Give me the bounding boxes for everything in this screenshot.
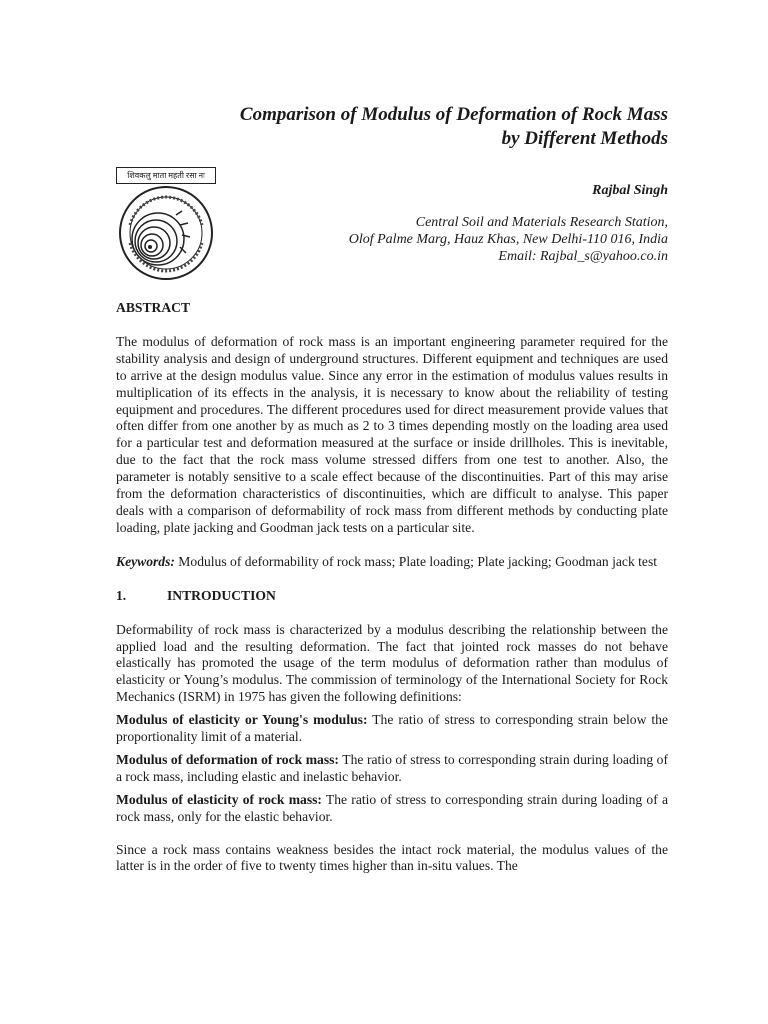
definition-term: Modulus of elasticity of rock mass: bbox=[116, 791, 322, 807]
author-email: Email: Rajbal_s@yahoo.co.in bbox=[498, 249, 668, 264]
keywords bbox=[116, 554, 668, 571]
intro-paragraph-2: Since a rock mass contains weakness besides the intact rock material, the modulus values of the latter is in the order of five to twenty times higher than in-situ values. The bbox=[116, 841, 668, 874]
author-affiliation bbox=[268, 214, 668, 265]
section-number: 1. bbox=[116, 587, 127, 603]
title-line-1: Comparison of Modulus of Deformation of Rock Mass bbox=[239, 104, 668, 125]
definition-term: Modulus of elasticity or Young's modulus: bbox=[116, 712, 368, 728]
definition-youngs-modulus bbox=[116, 712, 668, 746]
section-title: INTRODUCTION bbox=[167, 587, 276, 603]
logo-motto: शिवकलु माता महती रसा नः bbox=[116, 167, 216, 184]
definition-term: Modulus of deformation of rock mass: bbox=[116, 751, 339, 767]
keywords-label: Keywords: bbox=[116, 553, 175, 569]
definition-text: The ratio of stress to corresponding strain below the proportionality limit of a material. bbox=[116, 712, 668, 745]
institution-logo bbox=[116, 167, 220, 283]
title-line-2: by Different Methods bbox=[501, 128, 668, 149]
abstract-text: The modulus of deformation of rock mass is an important engineering parameter required for the stability analysis and design of underground structures. Different equipment and techniques are used to arrive at the design modulus value. Since any error in the estimation of modulus values results in multiplication of its effects in the analysis, it is necessary to know about the reliability of testing equipment and procedures. The different procedures used for direct measurement provide values that often differ from one another by as much as 2 to 3 times depending mostly on the loading area used for a particular test and deformation measured at the surface or inside drillholes. This is inevitable, due to the fact that the rock mass volume stressed differs from one test to another. Also, the parameter is notably sensitive to a scale effect because of the discontinuities. Part of this may arise from the deformation characteristics of discontinuities, which are difficult to analyse. This paper deals with a comparison of deformability of rock mass from different methods by conducting plate loading, plate jacking and Goodman jack tests on a particular site. bbox=[116, 333, 668, 535]
introduction-heading bbox=[116, 588, 668, 605]
definition-modulus-elasticity-rock bbox=[116, 792, 668, 826]
definition-text: The ratio of stress to corresponding strain during loading of a rock mass, including elastic and inelastic behavior. bbox=[116, 751, 668, 784]
intro-paragraph-1: Deformability of rock mass is characterized by a modulus describing the relationship between the applied load and the resulting deformation. The fact that jointed rock masses do not behave elastically has promoted the usage of the term modulus of deformation rather than modulus of elasticity or Young’s modulus. The commission of terminology of the International Society for Rock Mechanics (ISRM) in 1975 has given the following definitions: bbox=[116, 621, 668, 705]
affiliation-line-2: Olof Palme Marg, Hauz Khas, New Delhi-110 016, India bbox=[348, 232, 668, 247]
paper-title bbox=[108, 103, 668, 151]
abstract-heading: ABSTRACT bbox=[116, 300, 191, 315]
affiliation-line-1: Central Soil and Materials Research Station, bbox=[415, 215, 668, 230]
definition-text: The ratio of stress to corresponding strain during loading of a rock mass, only for the elastic behavior. bbox=[116, 791, 668, 824]
logo-seal-icon bbox=[116, 185, 216, 281]
definition-modulus-deformation bbox=[116, 752, 668, 786]
paper-body bbox=[116, 300, 668, 892]
author-name: Rajbal Singh bbox=[592, 183, 668, 198]
keywords-text: Modulus of deformability of rock mass; Plate loading; Plate jacking; Goodman jack test bbox=[174, 553, 658, 569]
